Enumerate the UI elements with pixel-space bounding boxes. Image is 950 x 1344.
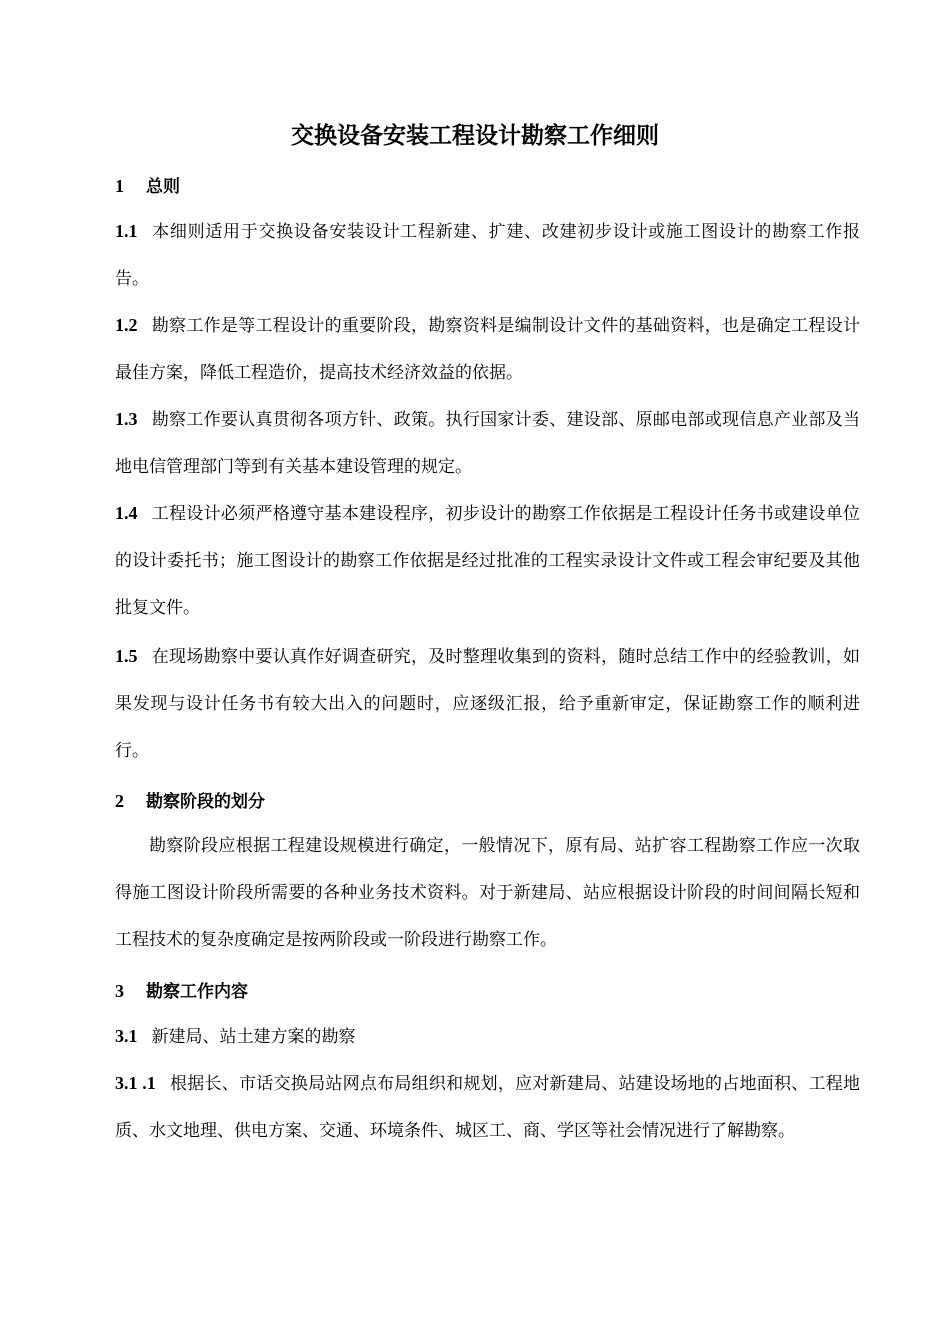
paragraph-number: 1.3 [115,409,138,429]
paragraph-2 [115,823,860,964]
paragraph-text: 勘察工作是等工程设计的重要阶段，勘察资料是编制设计文件的基础资料，也是确定工程设计最佳方案，降低工程造价，提高技术经济效益的依据。 [115,316,860,383]
paragraph-text: 新建局、站土建方案的勘察 [151,1027,356,1047]
paragraph-number: 1.2 [115,315,138,335]
paragraph-number: 1.5 [115,646,138,666]
paragraph-text: 勘察工作要认真贯彻各项方针、政策。执行国家计委、建设部、原邮电部或现信息产业部及当地电信管理部门等到有关基本建设管理的规定。 [115,410,860,477]
paragraph-text: 本细则适用于交换设备安装设计工程新建、扩建、改建初步设计或施工图设计的勘察工作报告。 [115,222,860,289]
paragraph-1-4 [115,490,860,632]
section-heading-2 [115,786,265,816]
paragraph-3-1-1 [115,1060,860,1155]
section-heading-1 [115,171,180,201]
document-title: 交换设备安装工程设计勘察工作细则 [291,123,659,149]
section-number: 1 [115,176,124,196]
paragraph-text: 在现场勘察中要认真作好调查研究，及时整理收集到的资料，随时总结工作中的经验教训，如果发现与设计任务书有较大出入的问题时，应逐级汇报，给予重新审定，保证勘察工作的顺利进行。 [115,647,860,761]
paragraph-number: 1.4 [115,503,138,523]
section-title: 勘察工作内容 [146,982,248,1002]
paragraph-text: 工程设计必须严格遵守基本建设程序，初步设计的勘察工作依据是工程设计任务书或建设单位的设计委托书；施工图设计的勘察工作依据是经过批准的工程实录设计文件或工程会审纪要及其他批复文件。 [115,504,860,618]
paragraph-number: 1.1 [115,221,138,241]
section-title: 勘察阶段的划分 [146,792,265,812]
paragraph-number: 3.1 [115,1026,138,1046]
section-number: 2 [115,791,124,811]
paragraph-1-5 [115,633,860,775]
paragraph-text: 根据长、市话交换局站网点布局组织和规划，应对新建局、站建设场地的占地面积、工程地质、水文地理、供电方案、交通、环境条件、城区工、商、学区等社会情况进行了解勘察。 [115,1074,861,1141]
section-title: 总则 [146,177,180,197]
section-number: 3 [115,981,124,1001]
paragraph-text: 勘察阶段应根据工程建设规模进行确定，一般情况下，原有局、站扩容工程勘察工作应一次取得施工图设计阶段所需要的各种业务技术资料。对于新建局、站应根据设计阶段的时间间隔长短和工程技术的复杂度确定是按两阶段或一阶段进行勘察工作。 [115,836,860,950]
paragraph-1-3 [115,396,860,491]
section-heading-3 [115,976,248,1006]
paragraph-3-1 [115,1013,860,1061]
paragraph-1-1 [115,208,860,303]
paragraph-1-2 [115,302,860,397]
paragraph-number: 3.1 .1 [115,1073,156,1093]
